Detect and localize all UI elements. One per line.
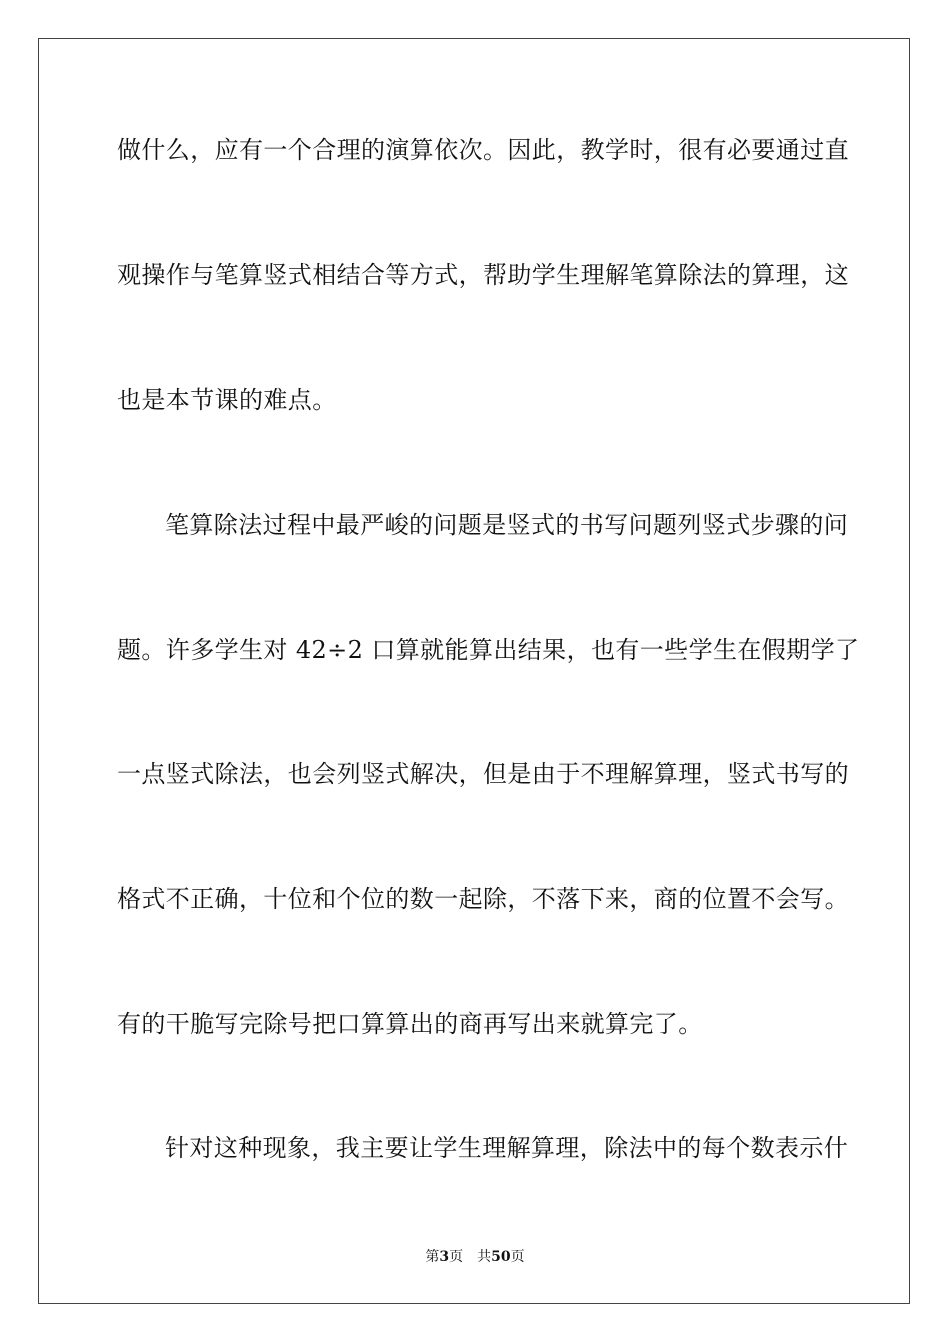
- footer-total-pages: 50: [491, 1249, 511, 1265]
- body-text-line: 一点竖式除法，也会列竖式解决，但是由于不理解算理，竖式书写的: [117, 760, 849, 788]
- footer-total-prefix: 共: [477, 1249, 492, 1265]
- page-footer: [0, 1248, 950, 1266]
- footer-page-number: 3: [439, 1249, 450, 1265]
- footer-total-suffix: 页: [510, 1249, 525, 1265]
- footer-page-prefix: 第: [425, 1249, 440, 1265]
- footer-page-suffix: 页: [449, 1249, 464, 1265]
- body-text-line: 做什么，应有一个合理的演算依次。因此，教学时，很有必要通过直: [117, 136, 849, 164]
- body-text-line: 题。许多学生对 42÷2 口算就能算出结果，也有一些学生在假期学了: [117, 636, 860, 664]
- body-text-line: 笔算除法过程中最严峻的问题是竖式的书写问题列竖式步骤的问: [165, 511, 849, 539]
- body-text-line: 针对这种现象，我主要让学生理解算理，除法中的每个数表示什: [165, 1134, 849, 1162]
- body-text-line: 也是本节课的难点。: [117, 386, 337, 414]
- page-border: [38, 38, 910, 1304]
- body-text-line: 观操作与笔算竖式相结合等方式，帮助学生理解笔算除法的算理，这: [117, 261, 849, 289]
- body-text-line: 有的干脆写完除号把口算算出的商再写出来就算完了。: [117, 1010, 703, 1038]
- body-text-line: 格式不正确，十位和个位的数一起除，不落下来，商的位置不会写。: [117, 885, 849, 913]
